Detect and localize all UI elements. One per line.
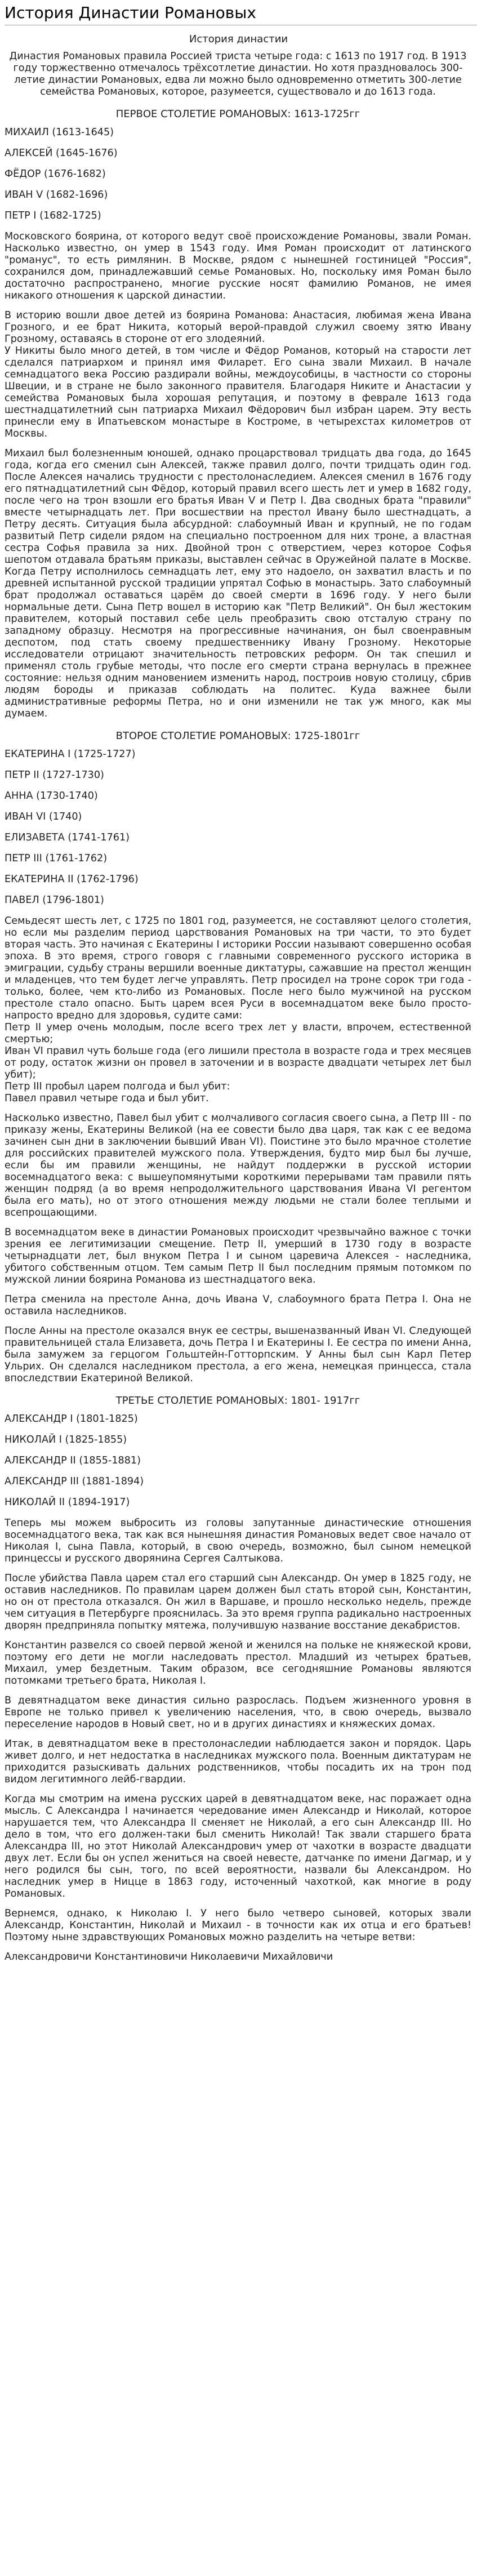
paragraph: После Анны на престоле оказался внук ее сестры, вышеназванный Иван VI. Следующей правительницей стала Елизавета, дочь Петра I и Екатерины I. Ее сестра по имени Анна, была замужем за герцогом Гольштейн-Готторпским. У Анны был сын Карл Петер Ульрих. Он сделался наследником престола, а его жена, немецкая принцесса, стала впоследствии Екатериной Великой. <box>5 1325 471 1384</box>
ruler-item: АЛЕКСАНДР III (1881-1894) <box>5 1476 144 1487</box>
paragraph: Семьдесят шесть лет, с 1725 по 1801 год, разумеется, не составляют целого столетия, но если мы разделим период царствования Романовых на три части, то это будет вторая часть. Это начиная с Екатерины I историки России называют совершенно особая эпоха. В это время, строго говоря с главными современного русского историка в эмиграции, судьбу страны вершили военные диктатуры, сажавшие на престол женщин и младенцев, что тем будет легче управлять. Петр просидел на троне сорок три года - только, более, чем кто-либо из Романовых. После него было мужчиной на русском престоле стало опасно. Быть царем всея Руси в восемнадцатом веке было просто-напросто вредно для здоровья, судите сами: Петр II умер очень молодым, после всего трех лет у власти, впрочем, естественной смертью; Иван VI правил чуть больше года (его лишили престола в возрасте года и трех месяцев от роду, остаток жизни он провел в заточении и в возрасте двадцати четырех лет был убит); Петр III пробыл царем полгода и был убит: Павел правил четыре года и был убит. <box>5 915 471 1104</box>
page-subtitle: История династии <box>189 33 288 45</box>
ruler-item: АННА (1730-1740) <box>5 790 98 802</box>
ruler-list-second-century <box>5 749 471 906</box>
ruler-item: МИХАИЛ (1613-1645) <box>5 127 114 138</box>
page-title: История Династии Романовых <box>5 3 477 25</box>
ruler-item: ФЁДОР (1676-1682) <box>5 168 106 180</box>
paragraph: В девятнадцатом веке династия сильно разрослась. Подъем жизненного уровня в Европе не только привел к увеличению населения, что, в свою очередь, вызвало переселение народов в Новый свет, но и в других династиях и княжеских домах. <box>5 1695 471 1730</box>
paragraph: В восемнадцатом веке в династии Романовых происходит чрезвычайно важное с точки зрения ее легитимизации смещение. Петр II, умерший в 1730 году в возрасте четырнадцати лет, был внуком Петра I и сыном царевича Алексея - наследника, убитого собственным отцом. Тем самым Петр II был последним прямым потомком по мужской линии боярина Романова из шестнадцатого века. <box>5 1227 471 1285</box>
paragraph: Московского боярина, от которого ведут своё происхождение Романовы, звали Роман. Насколько известно, он умер в 1543 году. Имя Роман происходит от латинского "романус", то есть римлянин. В Москве, рядом с нынешней гостиницей "Россия", сохранился дом, принадлежавший семье Романовых. Но, поскольку имя Роман было достаточно распространено, многие русские носят фамилию Романов, не имея никакого отношения к царской династии. <box>5 231 471 301</box>
paragraph: Итак, в девятнадцатом веке в престолонаследии наблюдается закон и порядок. Царь живет долго, и нет недостатка в наследниках мужского пола. Военным диктатурам не приходится разыскивать дальних родственников, чтобы посадить их на трон под видом легитимного лейб-гвардии. <box>5 1738 471 1785</box>
ruler-item: ЕКАТЕРИНА II (1762-1796) <box>5 874 139 885</box>
paragraph: После убийства Павла царем стал его старший сын Александр. Он умер в 1825 году, не оставив наследников. По правилам царем должен был стать второй сын, Константин, но он от престола отказался. Он жил в Варшаве, и прошло несколько недель, прежде чем ситуация в Петербурге прояснилась. За это время группа радикально настроенных дворян предприняла попытку мятежа, получившую название восстание декабристов. <box>5 1573 471 1631</box>
ruler-item: АЛЕКСАНДР II (1855-1881) <box>5 1455 141 1466</box>
ruler-item: ПЕТР I (1682-1725) <box>5 210 101 221</box>
intro-paragraph: Династия Романовых правила Россией триста четыре года: с 1613 по 1917 год. В 1913 году торжественно отмечалось трёхсотлетие династии. Но хотя праздновалось 300-летие династии Романовых, едва ли можно было одновременно отметить 300-летие семейства Романовых, которое, разумеется, существовало и до 1613 года. <box>9 51 467 97</box>
ruler-item: ПЕТР III (1761-1762) <box>5 853 108 864</box>
ruler-item: ИВАН V (1682-1696) <box>5 189 108 201</box>
ruler-item: ЕЛИЗАВЕТА (1741-1761) <box>5 832 130 843</box>
ruler-item: НИКОЛАЙ I (1825-1855) <box>5 1434 127 1445</box>
ruler-item: ИВАН VI (1740) <box>5 811 82 822</box>
section-title-first-century: ПЕРВОЕ СТОЛЕТИЕ РОМАНОВЫХ: 1613-1725гг <box>115 108 360 120</box>
ruler-item: ПЕТР II (1727-1730) <box>5 769 104 781</box>
ruler-item: АЛЕКСЕЙ (1645-1676) <box>5 148 118 159</box>
ruler-item: АЛЕКСАНДР I (1801-1825) <box>5 1413 138 1425</box>
paragraph: Петра сменила на престоле Анна, дочь Ивана V, слабоумного брата Петра I. Она не оставила наследников. <box>5 1294 471 1317</box>
ruler-list-third-century <box>5 1413 471 1509</box>
paragraph: Вернемся, однако, к Николаю I. У него было четверо сыновей, которых звали Александр, Константин, Николай и Михаил - в точности как их отца и его братьев! Поэтому ныне здравствующих Романовых можно разделить на четыре ветви: <box>5 1908 471 1943</box>
paragraph: В историю вошли двое детей из боярина Романова: Анастасия, любимая жена Ивана Грозного, и ее брат Никита, который верой-правдой служил своему зятю Ивану Грозному, оставаясь в стороне от его злодеяний. У Никиты было много детей, в том числе и Фёдор Романов, который на старости лет сделался патриархом и принял имя Филарет. Его сына звали Михаил. В начале семнадцатого века Россию раздирали войны, междоусобицы, в частности со стороны Швеции, и в стране не было законного правителя. Благодаря Никите и Анастасии у семейства Романовых была хорошая репутация, и поэтому в феврале 1613 года шестнадцатилетний сын патриарха Михаил Фёдорович был избран царем. Эту весть принесли ему в Ипатьевском монастыре в Костроме, в четырехстах километров от Москвы. <box>5 310 471 439</box>
section-title-second-century: ВТОРОЕ СТОЛЕТИЕ РОМАНОВЫХ: 1725-1801гг <box>115 730 360 742</box>
ruler-item: ЕКАТЕРИНА I (1725-1727) <box>5 749 136 760</box>
paragraph: Александровичи Константиновичи Николаевичи Михайловичи <box>5 1951 333 1963</box>
article-body <box>5 51 471 1963</box>
ruler-item: НИКОЛАЙ II (1894-1917) <box>5 1497 130 1508</box>
paragraph: Теперь мы можем выбросить из головы запутанные династические отношения восемнадцатого века, так как вся нынешняя династия Романовых ведет свое начало от Николая I, сына Павла, который, в свою очередь, возможно, был сыном немецкой принцессы и русского дворянина Сергея Салтыкова. <box>5 1518 471 1564</box>
paragraph: Насколько известно, Павел был убит с молчаливого согласия своего сына, а Петр III - по приказу жены, Екатерины Великой (на ее совести было два царя, так как с ее ведома зачинен сын дни в заключении бывший Иван VI). Поистине это было мрачное столетие для российских правителей мужского пола. Утверждения, будто мир был бы лучше, если бы им правили женщины, не найдут поддержки в русской истории восемнадцатого века: с вышеупомянутыми короткими перерывами там правили пять женщин подряд (а во время непродолжительного царствования Ивана VI регентом была его мать), но от этого отношения между людьми не стали более теплыми и всепрощающими. <box>5 1113 471 1218</box>
paragraph: Когда мы смотрим на имена русских царей в девятнадцатом веке, нас поражает одна мысль. С Александра I начинается чередование имен Александр и Николай, которое нарушается тем, что Александра II сменяет не Николай, а его сын Александр III. Но дело в том, что его должен-таки был сменить Николай! Так звали старшего брата Александра III, но этот Николай Александрович умер от чахотки в возрасте двадцати двух лет. Если бы он успел жениться на своей невесте, датчанке по имени Дагмар, и у него родился бы сын, того, по всей вероятности, назвали бы Александром. Но наследник умер в Ницце в 1863 году, источенный чахоткой, как многие в роду Романовых. <box>5 1794 471 1899</box>
paragraph: Михаил был болезненным юношей, однако процарствовал тридцать два года, до 1645 года, когда его сменил сын Алексей, также правил долго, почти тридцать один год. После Алексея начались трудности с престолонаследием. Алексея сменил в 1676 году его пятнадцатилетний сын Фёдор, который правил всего шесть лет и умер в 1682 году, после чего на трон взошли его братья Иван V и Петр I. Два сводных брата "правили" вместе четырнадцать лет. При восшествии на престол Ивану было шестнадцать, а Петру десять. Ситуация была абсурдной: слабоумный Иван и крупный, не по годам развитый Петр сидели рядом на специально построенном для них троне, а властная сестра Софья правила за них. Двойной трон с отверстием, через которое Софья шепотом отдавала братьям приказы, выставлен сейчас в Оружейной палате в Москве. Когда Петру исполнилось семнадцать лет, ему это надоело, он захватил власть и по древней испытанной русской традиции упрятал Софью в монастырь. Зато слабоумный брат продолжал оставаться царём до своей смерти в 1696 году. У него были нормальные дети. Сына Петр вошел в историю как "Петр Великий". Он был жестоким правителем, который поставил себе цель преобразить свою отсталую страну по западному образцу. Несмотря на прогрессивные начинания, он был своенравным деспотом, под стать своему предшественнику Ивану Грозному. Некоторые исследователи отрицают значительность петровских реформ. Он так спешил и применял столь грубые методы, что после его смерти страна вернулась в прежнее состояние: нельзя одним мановением изменить народ, построив новую столицу, сбрив людям бороды и приказав соблюдать на политес. Куда важнее были административные реформы Петра, но и они изменили не так уж много, как мы думаем. <box>5 448 471 719</box>
paragraph: Константин развелся со своей первой женой и женился на польке не княжеской крови, поэтому его дети не могли наследовать престол. Младший из четырех братьев, Михаил, умер бездетным. Таким образом, все сегодняшние Романовы являются потомками третьего брата, Николая I. <box>5 1640 471 1687</box>
section-title-third-century: ТРЕТЬЕ СТОЛЕТИЕ РОМАНОВЫХ: 1801- 1917гг <box>115 1395 360 1407</box>
ruler-item: ПАВЕЛ (1796-1801) <box>5 895 104 906</box>
ruler-list-first-century <box>5 127 471 222</box>
